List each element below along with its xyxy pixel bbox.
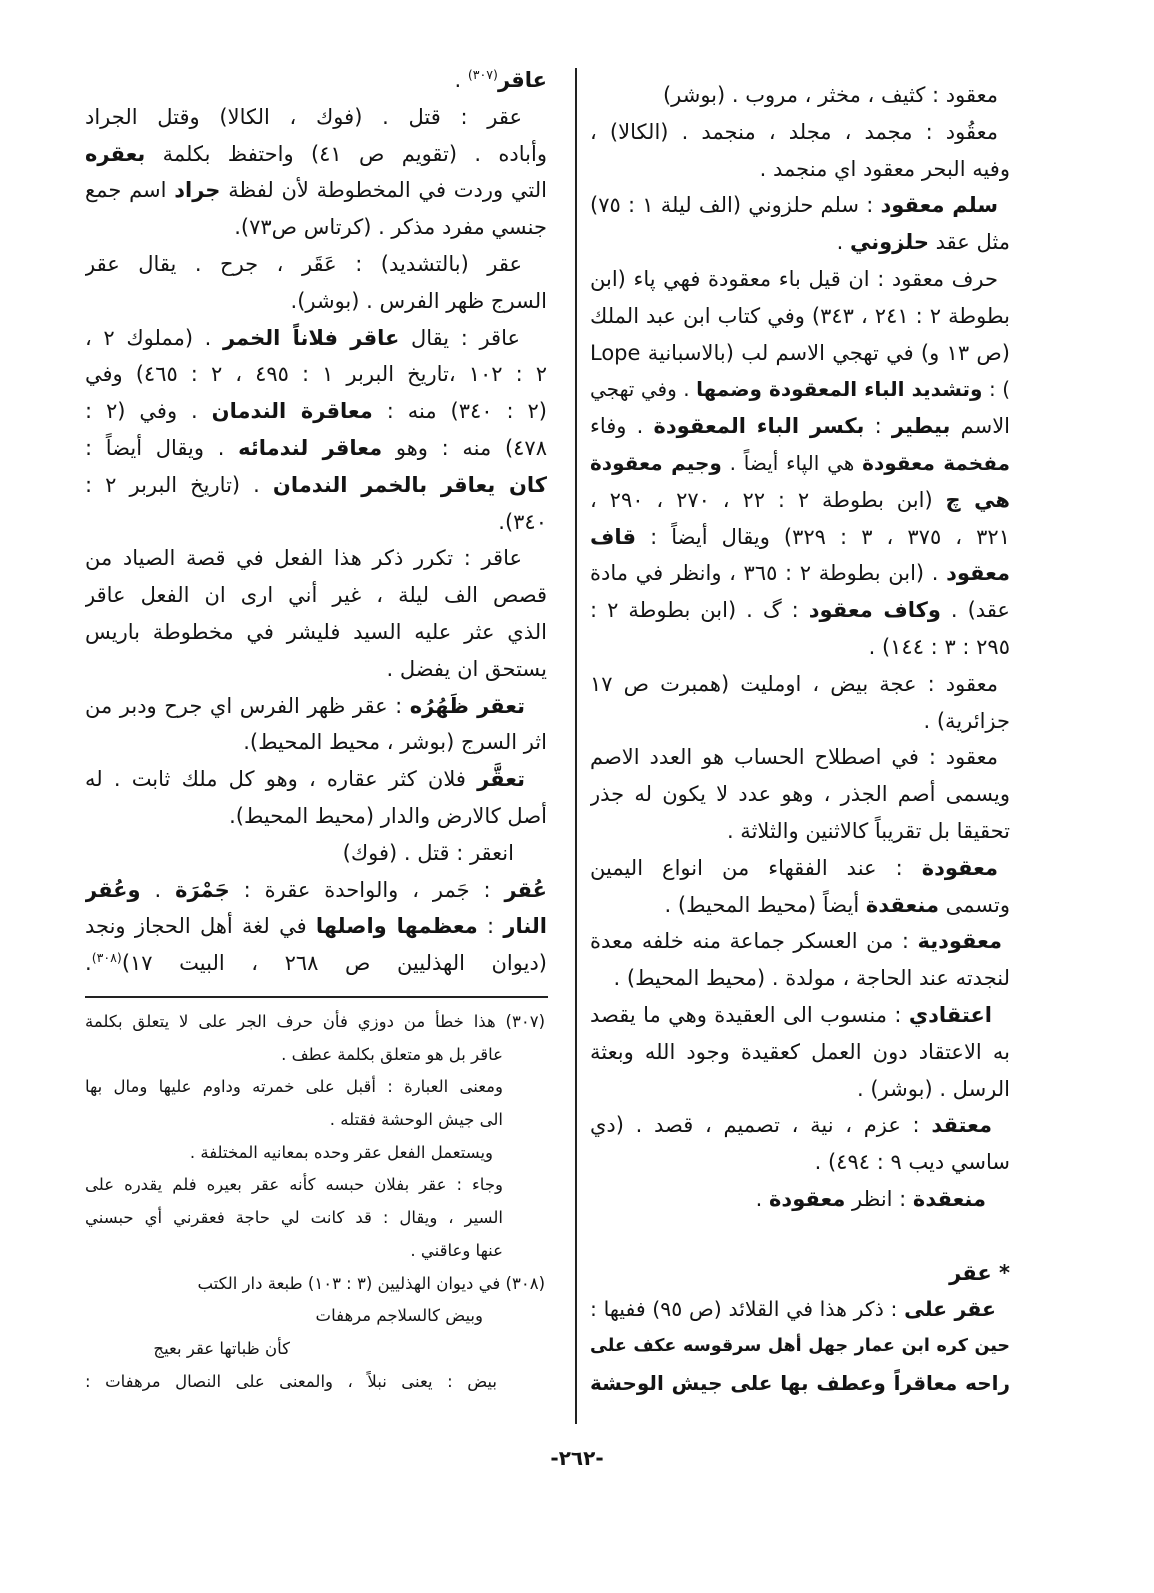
text-run: : (477, 914, 504, 939)
bold-text-run: عقر على (904, 1297, 996, 1322)
left-column-line (85, 136, 547, 173)
footnote-divider (85, 996, 548, 998)
text-run: اثر السرج (بوشر ، محيط المحيط). (243, 730, 547, 755)
text-run: ويستعمل الفعل عقر وحده بمعانيه المختلفة . (189, 1142, 493, 1162)
right-column-line (590, 923, 1010, 960)
left-column-line (85, 835, 547, 872)
footnote-line (85, 1137, 545, 1170)
text-run: فلان كثر عقاره ، وهو كل ملك ثابت . له (85, 767, 478, 792)
footnotes (85, 1006, 545, 1398)
bold-text-run: تعقر ظَهُرُه (409, 693, 525, 718)
text-run: : جَمر ، والواحدة عقرة : (229, 877, 505, 902)
right-column-line (590, 77, 1010, 114)
left-column-line (85, 320, 547, 357)
footnote-line (85, 1169, 545, 1202)
right-column-line (590, 850, 1010, 887)
footnote-line (85, 1366, 545, 1399)
text-run: . ويقال أيضاً : (85, 435, 239, 460)
footnote-line (85, 1300, 545, 1333)
text-run: ٣٢١ ، ٣٧٥ ، ٣ : ٣٢٩) ويقال أيضاً : (636, 524, 1010, 549)
text-run: قصص الف ليلة ، غير أني ارى ان الفعل عاقر (85, 583, 547, 608)
right-column-line (590, 1181, 1010, 1218)
text-run: أيضاً (محيط المحيط) . (664, 892, 866, 917)
bold-text-run: قاف (590, 524, 637, 549)
right-column-line (590, 666, 1010, 703)
right-column-line (590, 1071, 1010, 1108)
text-run: (ابن بطوطة ٢ : ٢٢ ، ٢٧٠ ، ٢٩٠ ، (590, 487, 946, 512)
text-run: . (85, 951, 92, 976)
right-column-line (590, 960, 1010, 997)
bold-text-run: هي چ (945, 487, 1010, 512)
right-column-line (590, 298, 1010, 335)
text-run: عقد) . (940, 598, 1010, 623)
text-run: يستحق ان يفضل . (386, 656, 547, 681)
right-column-line (590, 1034, 1010, 1071)
bold-text-run: مفخمة معقودة (862, 450, 1010, 475)
text-run: بطوطة ٢ : ٢٤١ ، ٣٤٣) وفي كتاب ابن عبد الملك (590, 303, 1010, 328)
text-run: التي وردت في المخطوطة لأن لفظة (220, 178, 547, 203)
text-run: . (755, 1186, 770, 1211)
text-run: الرسل . (بوشر) . (857, 1076, 1010, 1101)
bold-text-run: معقودة (769, 1186, 846, 1211)
text-run: . وفي تهجي (590, 377, 697, 402)
bold-text-run: عاقر فلاناً الخمر (222, 325, 400, 350)
text-run: : ذكر هذا في القلائد (ص ٩٥) ففيها : (590, 1297, 905, 1322)
bold-text-run: عاقر (497, 68, 547, 92)
left-column-line (85, 908, 547, 945)
left-column-line (85, 209, 547, 246)
text-run: وفيه البحر معقود اي منجمد . (759, 156, 1010, 181)
bold-text-run: جَمْرَة (175, 877, 230, 902)
left-column-line (85, 99, 547, 136)
bold-text-run: وكاف معقود (808, 598, 941, 623)
right-column-line (590, 592, 1010, 629)
right-column-line (590, 335, 1010, 372)
text-run: . (مملوك ٢ ، (85, 325, 223, 350)
text-run: : منسوب الى العقيدة وهي ما يقصد (590, 1002, 909, 1027)
text-run: معقُود : مجمد ، مجلد ، منجمد . (الكالا) ، (590, 119, 998, 144)
text-run: معقود : كثيف ، مخثر ، مروب . (بوشر) (662, 83, 998, 107)
text-run: وتسمى (938, 892, 1010, 917)
left-column-line (85, 614, 547, 651)
footnote-line (85, 1071, 545, 1104)
right-column-line (590, 776, 1010, 813)
left-column-line (85, 172, 547, 209)
bold-text-run: معتقد (931, 1113, 992, 1138)
footnote-line (85, 1333, 545, 1366)
left-column-line (85, 872, 547, 909)
bold-text-run: حين كره ابن عمار جهل أهل سرقوسه عكف على (590, 1336, 1010, 1357)
text-run: السرج ظهر الفرس . (بوشر). (290, 288, 547, 313)
bold-text-run: راحه معاقراً وعطف بها على جيش الوحشة (590, 1370, 1010, 1395)
right-column-line (590, 114, 1010, 151)
footnote-line (85, 1006, 545, 1039)
text-run: : انظر (845, 1186, 913, 1211)
text-run: : عند الفقهاء من انواع اليمين (590, 855, 922, 880)
footnote-line (85, 1268, 545, 1301)
bold-text-run: اعتقادي (908, 1002, 992, 1027)
right-column-line (590, 739, 1010, 776)
bold-text-run: النار (503, 914, 547, 939)
left-column-line (85, 798, 547, 835)
bold-text-run: بكسر الباء المعقودة (653, 414, 865, 439)
right-column-line (590, 1291, 1010, 1328)
bold-text-run: بعقره (85, 141, 146, 166)
text-run: جنسي مفرد مذكر . (كرتاس ص٧٣). (234, 215, 547, 240)
text-run: انعقر : قتل . (فوك) (342, 840, 514, 865)
right-column-line (590, 261, 1010, 298)
bold-text-run: * عقر (949, 1260, 1010, 1285)
bold-text-run: معاقرة الندمان (211, 399, 373, 424)
text-run: عنها وعاقني . (410, 1240, 503, 1260)
right-column-line (590, 445, 1010, 482)
text-run: تحقيقا بل تقريباً كالاثنين والثلاثة . (726, 818, 1010, 843)
footnote-reference: (٣٠٨) (91, 950, 122, 966)
text-run: : عزم ، نية ، تصميم ، قصد . (دي (590, 1113, 932, 1138)
text-run: : گ . (ابن بطوطة ٢ : (590, 598, 809, 623)
text-run: . وفاء (590, 414, 654, 439)
text-run: . (836, 230, 850, 255)
footnote-line (85, 1202, 545, 1235)
left-column-line (85, 724, 547, 761)
text-run: . (140, 877, 176, 902)
left-column-line (85, 945, 547, 982)
right-column-line (590, 408, 1010, 445)
text-run: ٢٩٥ : ٣ : ١٤٤) . (868, 634, 1010, 659)
text-run: . وفي (٢ : (85, 399, 212, 424)
bold-text-run: وجيم معقودة (590, 450, 722, 475)
bold-text-run: وعُقر (85, 877, 141, 902)
right-column-line (590, 629, 1010, 666)
text-run: وجاء : عقر بفلان حبسه كأنه عقر بعيره فلم يقدره على (85, 1175, 503, 1195)
right-column (590, 77, 1010, 1402)
right-column-line (590, 187, 1010, 224)
left-column-line (85, 688, 547, 725)
text-run: عقر (بالتشديد) : عَقَر ، جرح . يقال عقر (85, 251, 522, 276)
left-column-line (85, 467, 547, 504)
right-column-line (590, 1328, 1010, 1365)
page-number: -٢٦٢- (550, 1446, 604, 1470)
left-column (85, 62, 547, 982)
right-column-line (590, 555, 1010, 592)
text-run: (ديوان الهذليين ص ٢٦٨ ، البيت ١٧) (121, 951, 547, 976)
bold-text-run: معقودية (917, 929, 1002, 954)
text-run: ويسمى أصم الجذر ، وهو عدد لا يكون له جذر (590, 782, 1010, 807)
text-run: وبيض كالسلاجم مرهفات (315, 1306, 483, 1326)
footnote-line (85, 1039, 545, 1072)
footnote-line (85, 1235, 545, 1268)
text-run: اسم جمع (85, 178, 175, 203)
left-column-line (85, 761, 547, 798)
left-column-line (85, 356, 547, 393)
text-run: ٣٤٠). (498, 509, 547, 534)
bold-text-run: كان يعاقر بالخمر الندمان (272, 472, 547, 497)
left-column-line (85, 62, 547, 99)
text-run: لنجدته عند الحاجة ، مولدة . (محيط المحيط) . (613, 966, 1010, 991)
right-column-line (590, 224, 1010, 261)
left-column-line (85, 540, 547, 577)
text-run: (٣٠٨) في ديوان الهذليين (٣ : ١٠٣) طبعة دار الكتب (197, 1273, 545, 1293)
bold-text-run: معقود (946, 561, 1010, 586)
text-run: الاسم (950, 414, 1010, 439)
bold-text-run: جراد (174, 178, 221, 203)
column-divider (575, 68, 577, 1424)
left-column-line (85, 246, 547, 283)
text-run: (٣٠٧) هذا خطأ من دوزي فأن حرف الجر على لا يتعلق بكلمة (85, 1012, 545, 1031)
bold-text-run: منعقدة (912, 1186, 986, 1211)
text-run: السير ، ويقال : قد كانت لي حاجة فعقرني أي حبسني (85, 1208, 503, 1228)
right-column-line (590, 151, 1010, 188)
text-run: ٤٧٨) منه : وهو (382, 435, 547, 460)
left-column-line (85, 577, 547, 614)
right-column-line (590, 813, 1010, 850)
right-column-line (590, 1365, 1010, 1402)
text-run: معقود : عجة بيض ، اومليت (همبرت ص ١٧ (590, 671, 998, 696)
text-run: به الاعتقاد دون العمل كعقيدة وجود الله وبعثة (590, 1039, 1010, 1064)
right-column-line (590, 371, 1010, 408)
left-column-line (85, 651, 547, 688)
bold-text-run: بيطير (891, 414, 951, 439)
bold-text-run: سلم معقود (880, 193, 998, 218)
bold-text-run: معقودة (921, 855, 998, 880)
footnote-line (85, 1104, 545, 1137)
right-column-line (590, 1107, 1010, 1144)
text-run: هي الپاء أيضاً . (721, 450, 863, 475)
text-run: ) : (982, 377, 1010, 402)
text-run: . (ابن بطوطة ٢ : ٣٦٥ ، وانظر في مادة (590, 561, 947, 586)
text-run: مثل عقد (928, 230, 1010, 255)
bold-text-run: معظمها واصلها (315, 914, 478, 939)
text-run: عقر : قتل . (فوك ، الكالا) وقتل الجراد (85, 104, 522, 129)
text-run: (ص ١٣ و) في تهجي الاسم لب (بالاسبانية Lope (590, 340, 1010, 365)
bold-text-run: عُقر (504, 877, 547, 902)
text-run: في لغة أهل الحجاز ونجد (85, 914, 316, 939)
right-column-line (590, 1144, 1010, 1181)
bold-text-run: معاقر لندمائه (238, 435, 383, 460)
bold-text-run: تعقَّر (477, 767, 525, 792)
text-run: (٢ : ٣٤٠) منه : (372, 399, 547, 424)
text-run: : سلم حلزوني (الف ليلة ١ : ٧٥) (590, 193, 881, 218)
text-run: وأباده . (تقويم ص ٤١) واحتفظ بكلمة (145, 141, 547, 166)
text-run: الى جيش الوحشة فقتله . (329, 1110, 503, 1130)
text-run: عاقر : تكرر ذكر هذا الفعل في قصة الصياد من (85, 546, 522, 571)
text-run: أصل كالارض والدار (محيط المحيط). (229, 803, 547, 828)
right-column-line (590, 519, 1010, 556)
left-column-line (85, 393, 547, 430)
text-run: ساسي ديب ٩ : ٤٩٤) . (814, 1150, 1010, 1175)
bold-text-run: منعقدة (865, 892, 939, 917)
text-run: . (454, 68, 468, 92)
left-column-line (85, 504, 547, 541)
text-run: حرف معقود : ان قيل باء معقودة فهي پاء (ابن (590, 266, 998, 291)
right-column-line (590, 482, 1010, 519)
right-column-line (590, 703, 1010, 740)
text-run: : عقر ظهر الفرس اي جرح ودبر من (85, 693, 410, 718)
text-run: . (تاريخ البربر ٢ : (85, 472, 273, 497)
text-run: : من العسكر جماعة منه خلفه معدة (590, 929, 918, 954)
right-column-line (590, 887, 1010, 924)
text-run: عاقر بل هو متعلق بكلمة عطف . (281, 1044, 503, 1064)
text-run: عاقر : يقال (399, 325, 520, 350)
text-run: ٢ : ١٠٢ ،تاريخ البربر ١ : ٤٩٥ ، ٢ : ٤٦٥) وفي (85, 362, 547, 387)
text-run: معقود : في اصطلاح الحساب هو العدد الاصم (590, 745, 998, 770)
footnote-reference: (٣٠٧) (467, 67, 498, 82)
text-run: بيض : يعنى نبلاً ، والمعنى على النصال مرهفات : (85, 1371, 497, 1391)
text-run: جزائرية) . (923, 708, 1010, 733)
text-run: الذي عثر عليه السيد فليشر في مخطوطة باريس (85, 619, 547, 644)
left-column-line (85, 430, 547, 467)
bold-text-run: حلزوني (850, 230, 929, 255)
bold-text-run: وتشديد الباء المعقودة وضمها (696, 377, 983, 402)
right-column-line (590, 997, 1010, 1034)
left-column-line (85, 283, 547, 320)
text-run: ومعنى العبارة : أقبل على خمرته وداوم عليها ومال بها (85, 1077, 503, 1097)
text-run: كأن ظباتها عقر بعيج (153, 1338, 290, 1358)
right-column-line (590, 1255, 1010, 1292)
text-run: : (864, 414, 892, 439)
